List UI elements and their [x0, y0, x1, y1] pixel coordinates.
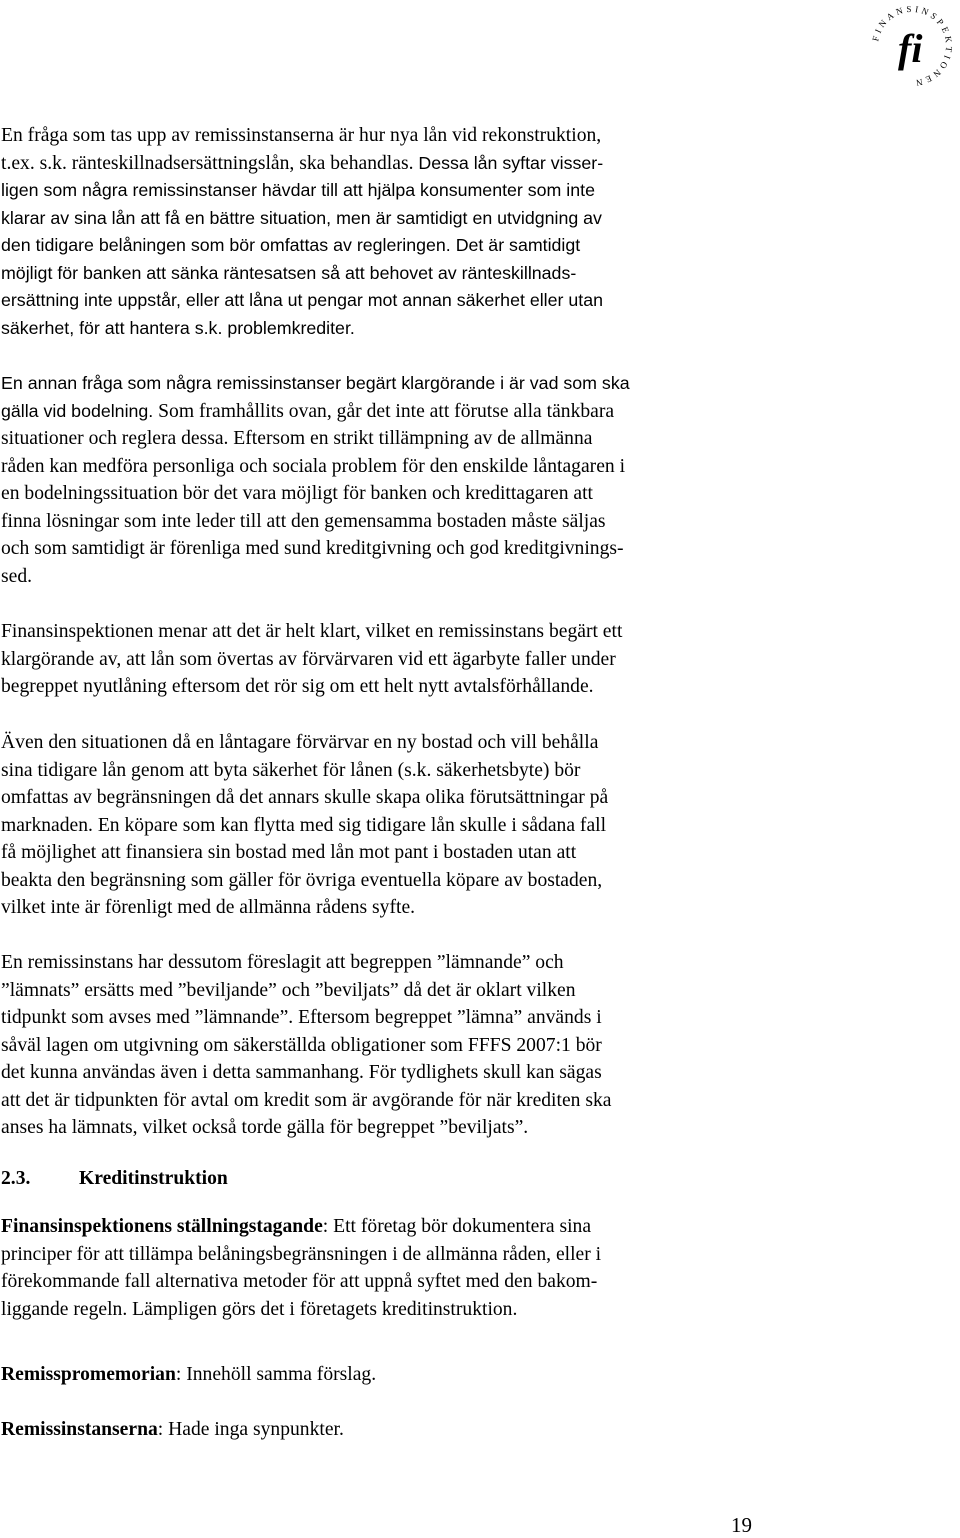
paragraph-bodelning — [1, 370, 630, 590]
section-number: 2.3. — [1, 1168, 31, 1189]
memo-text: : Innehöll samma förslag. — [175, 1364, 377, 1385]
consult-label: Remissinstanserna — [1, 1419, 158, 1440]
section-title: Kreditinstruktion — [79, 1168, 228, 1189]
paragraph-consultation — [1, 1416, 344, 1444]
page-number: 19 — [731, 1513, 752, 1537]
memo-label: Remisspromemorian — [1, 1364, 176, 1385]
svg-text:fi: fi — [898, 26, 923, 71]
finansinspektionen-logo — [868, 2, 956, 90]
paragraph-reconstruction-loans — [1, 122, 603, 342]
paragraph-sans-continuation: Dessa lån syftar visser- ligen som några remissinstanser hävdar till att hjälpa konsumenter som inte klarar av sina lån att få en bättre situation, men är samtidigt en utvidgning av den tidigare belåningen som bör omfattas av regleringen. Det är samtidigt möjligt för banken att sänka räntesatsen så att behovet av ränteskillnads- ersättning inte uppstår, eller att låna ut pengar mot annan säkerhet eller utan säkerhet, för att hantera s.k. problemkrediter. — [1, 152, 604, 338]
section-heading — [1, 1165, 228, 1193]
position-text: : Ett företag bör dokumentera sina principer för att tillämpa belåningsbegränsningen i de allmänna råden, eller i förekommande fall alternativa metoder för att uppnå syftet med den bakom- liggande regeln. Lämpligen görs det i företagets kreditinstruktion. — [1, 1216, 602, 1320]
paragraph-position — [1, 1213, 601, 1323]
consult-text: : Hade inga synpunkter. — [157, 1419, 344, 1440]
svg-text:FINANSINSPEKTIONEN: FINANSINSPEKTIONEN — [870, 3, 955, 89]
paragraph-agarbyte: Finansinspektionen menar att det är helt klart, vilket en remissinstans begärt ett klargörande av, att lån som övertas av förvärvaren vid ett ägarbyte faller under begreppet nyutlåning eftersom det rör sig om ett helt nytt avtalsförhållande. — [1, 621, 623, 697]
paragraph-lamnande: En remissinstans har dessutom föreslagit att begreppen ”lämnande” och ”lämnats” ersätts med ”beviljande” och ”beviljats” då det är oklart vilken tidpunkt som avses med ”lämnande”. Eftersom begreppet ”lämna” används i såväl lagen om utgivning om säkerställda obligationer som FFFS 2007:1 bör det kunna användas även i detta sammanhang. För tydlighets skull kan sägas att det är tidpunkten för avtal om kredit som är avgörande för när krediten ska anses ha lämnats, vilket också torde gälla för begreppet ”beviljats”. — [1, 952, 612, 1138]
paragraph-memo — [1, 1361, 376, 1389]
position-label: Finansinspektionens ställningstagande — [1, 1216, 323, 1237]
paragraph-serif-start: En fråga som tas upp av remissinstanserna är hur nya lån vid rekonstruktion, t.ex. s.k. ränteskillnadsersättningslån, ska behandlas. — [1, 125, 602, 174]
paragraph-sakerhetsbyte: Även den situationen då en låntagare förvärvar en ny bostad och vill behålla sina tidigare lån genom att byta säkerhet för lånen (s.k. säkerhetsbyte) bör omfattas av begränsningen då det annars skulle skapa olika förutsättningar på marknaden. En köpare som kan flytta med sig tidigare lån skulle i sådana fall få möjlighet att finansiera sin bostad med lån mot pant i bostaden utan att beakta den begränsning som gäller för övriga eventuella köpare av bostaden, vilket inte är förenligt med de allmänna rådens syfte. — [1, 732, 609, 918]
paragraph-bodelning-sans: En annan fråga som några remissinstanser begärt klargörande i är vad som ska gälla vid bodelning. — [1, 373, 630, 421]
paragraph-bodelning-serif: Som framhållits ovan, går det inte att förutse alla tänkbara situationer och reglera dessa. Eftersom en strikt tillämpning av de allmänna råden kan medföra personliga och sociala problem för den enskilde låntagaren i en bodelningssituation bör det vara möjligt för banken och kredittagaren att finna lösningar som inte leder till att den gemensamma bostaden måste säljas och som samtidigt är förenliga med sund kreditgivning och god kreditgivnings- sed. — [1, 400, 626, 587]
